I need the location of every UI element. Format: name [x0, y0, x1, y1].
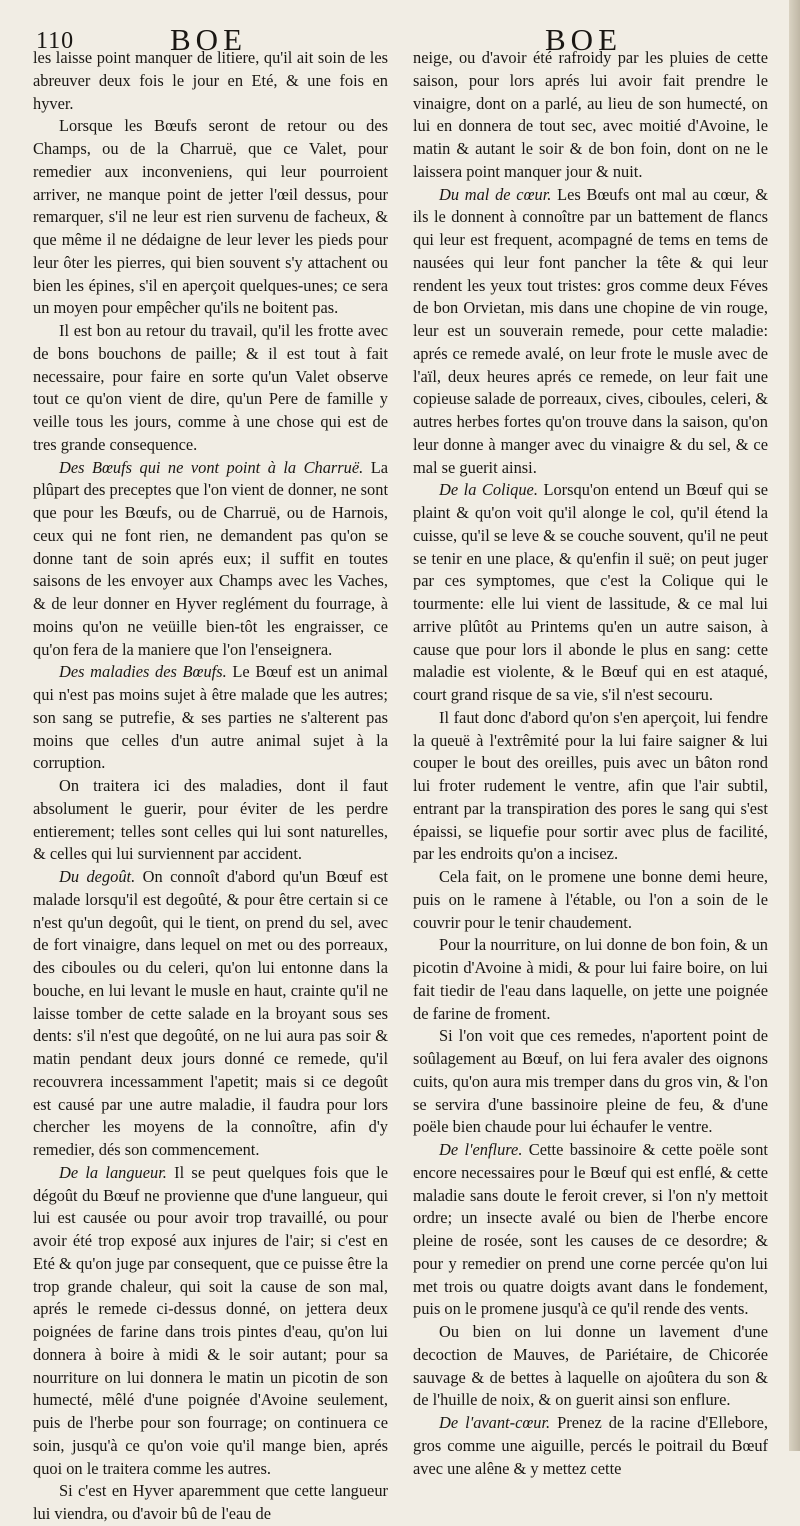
section-heading: Du mal de cœur. [439, 184, 552, 204]
paragraph-text: les laisse point manquer de litiere, qu'il ait soin de les abreuver deux fois le jour en Eté, & une fois en hyver. [33, 48, 388, 113]
section-heading: De l'enflure. [439, 1140, 523, 1159]
paragraph [33, 661, 388, 775]
paragraph-text: La plûpart des preceptes que l'on vient de donner, ne sont que pour les Bœufs, ou de Charruë, ou de Harnois, ceux qui ne font rien, ne demandent pas qu'on se donne tant de soin aprés eux; il suffit en toutes saisons de les envoyer aux Champs avec les Vaches, & de leur donner en Hyver reglément du fourrage, à moins qu'on ne veüille bien-tôt les engraisser, ce qu'on fera de la maniere que l'on l'enseignera. [33, 457, 388, 659]
paragraph [33, 115, 388, 320]
paragraph [413, 934, 768, 1025]
paragraph [413, 866, 768, 934]
paragraph [413, 707, 768, 866]
paragraph-text: Lorsque les Bœufs seront de retour ou des Champs, ou de la Charruë, que ce Valet, pour remedier aux inconveniens, qui leur pourroient arriver, ne manque point de jetter l'œil dessus, pour remarquer, s'il ne leur est rien survenu de facheux, & que même il ne dédaigne de leur lever les pieds pour leur ôter les pierres, qui bien souvent s'y attachent ou bien les épines, s'il en aperçoit quelques-unes; ce sera un moyen pour empêcher qu'ils ne boitent pas. [33, 116, 388, 318]
section-heading: Du degoût. [59, 867, 136, 886]
paragraph-text: Cela fait, on le promene une bonne demi heure, puis on le ramene à l'étable, ou l'on a soin de le couvrir pour le tenir chaudement. [413, 867, 768, 932]
left-column [33, 47, 388, 1526]
paragraph [33, 1162, 388, 1481]
paragraph-text: Cette bassinoire & cette poële sont encore necessaires pour le Bœuf qui est enflé, & cette maladie sans doute le feroit crever, si l'on n'y mettoit ordre; un insecte avalé ou bien de l'herbe encore pleine de rosée, sont les causes de ce desordre; & pour y remedier on prend une corne percée qu'on lui met trois ou quatre doigts avant dans le fondement, puis on le promene jusqu'à ce qu'il rende des vents. [413, 1140, 768, 1319]
section-heading: Des maladies des Bœufs. [59, 662, 227, 682]
paragraph [413, 47, 768, 184]
paragraph-text: Le Bœuf est un animal qui n'est pas moins sujet à être malade que les autres; son sang se putrefie, & ses parties ne s'alterent pas moins que celles d'un autre animal sujet à la corruption. [33, 662, 388, 773]
paragraph-text: On traitera ici des maladies, dont il faut absolument le guerir, pour éviter de les perdre entierement; telles sont celles qui lui sont naturelles, & celles qui lui surviennent par accident. [33, 776, 388, 864]
section-heading: Des Bœufs qui ne vont point à la Charruë. [59, 457, 364, 477]
paragraph [413, 479, 768, 707]
paragraph-text: Les Bœufs ont mal au cœur, & ils le donnent à connoître par un battement de flancs qui leur est frequent, acompagné de tems en tems de nausées qui leur font pancher la tête & qui leur rendent les yeux tout tristes: gros comme deux Féves de bon Orvietan, mis dans une chopine de vin rouge, leur est un souverain remede, pour cette maladie: aprés ce remede avalé, on leur frote le musle avec de l'aïl, deux heures aprés ce remede, on leur fait une copieuse salade de porreaux, cives, ciboules, celeri, & autres herbes fortes qu'on trouve dans la saison, qu'on leur donne à manger avec du vinaigre & du sel, & ce mal se guerit ainsi. [413, 184, 768, 477]
running-head-right: BOE [545, 22, 622, 57]
section-heading: De la Colique. [439, 480, 538, 500]
paragraph-text: Si l'on voit que ces remedes, n'aportent point de soûlagement au Bœuf, on lui fera avaler des oignons cuits, qu'on aura mis tremper dans du gros vin, & l'on se servira d'une bassinoire pleine de feu, & d'une poële bien chaude pour lui échaufer le ventre. [413, 1026, 768, 1137]
paragraph [413, 1139, 768, 1321]
paragraph [413, 1412, 768, 1480]
paragraph-text: Si c'est en Hyver aparemment que cette langueur lui viendra, ou d'avoir bû de l'eau de [33, 1481, 388, 1523]
paragraph [33, 775, 388, 866]
paragraph-text: Il est bon au retour du travail, qu'il les frotte avec de bons bouchons de paille; & il est tout à fait necessaire, pour faire en sorte qu'un Valet observe tout ce qu'on vient de dire, qu'un Pere de famille y veille tous les jours, comme à une chose qui est de tres grande consequence. [33, 321, 388, 454]
paragraph [33, 866, 388, 1162]
paragraph-text: Il se peut quelques fois que le dégoût du Bœuf ne provienne que d'une langueur, qui lui est causée ou pour avoir trop travaillé, ou pour avoir été trop exposé aux injures de l'air; si c'est en Eté & qu'on juge par consequent, que ce puisse être la trop grande chaleur, qui soit la cause de son mal, aprés le remede ci-dessus donné, on jettera deux poignées de farine dans trois pintes d'eau, qu'on lui donnera à boire à midi & le soir autant; pour sa nourriture on lui donnera le matin un picotin de son humecté, mêlé d'une poignée d'Avoine seulement, puis de l'herbe pour son fourrage; on continuera ce soin, jusqu'à ce qu'on voie qu'il mange bien, aprés quoi on le traitera comme les autres. [33, 1162, 388, 1478]
paragraph-text: neige, ou d'avoir été rafroidy par les pluies de cette saison, pour lors aprés lui avoir fait prendre le vinaigre, dont on a parlé, au lieu de son humecté, on lui en donnera de tout sec, avec moitié d'Avoine, le matin & autant le soir & de bon foin, dont on ne le laissera point manquer jour & nuit. [413, 48, 768, 181]
section-heading: De la langueur. [59, 1162, 167, 1182]
paragraph [413, 1025, 768, 1139]
paragraph [33, 1480, 388, 1526]
page-number: 110 [36, 28, 75, 54]
paragraph-text: Il faut donc d'abord qu'on s'en aperçoit, lui fendre la queuë à l'extrêmité pour la lui faire saigner & lui couper le bout des oreilles, puis avec un bâton rond lui froter rudement le ventre, afin que l'air subtil, entrant par la transpiration des pores le sang qui s'est épaissi, se liquefie pour sortir avec plus de facilité, par les endroits qu'on a incisez. [413, 707, 768, 864]
paragraph [33, 457, 388, 662]
paragraph-text: Lorsqu'on entend un Bœuf qui se plaint & qu'on voit qu'il alonge le col, qu'il étend la cuisse, qu'il se leve & se couche souvent, qu'il ne peut se tenir en une place, & qu'enfin il suë; on peut juger par ces symptomes, que c'est la Colique qui le tourmente: elle lui vient de lassitude, & ce mal lui arrive plûtôt au Printems qu'en un autre saison, à cause que pour lors il abonde le plus en sang: cette maladie est violente, & le Bœuf qui en est ataqué, court grand risque de sa vie, s'il n'est secouru. [413, 480, 768, 704]
page-edge [789, 0, 800, 1451]
paragraph [33, 320, 388, 457]
right-column [413, 47, 768, 1480]
paragraph [33, 47, 388, 115]
paragraph-text: Prenez de la racine d'Ellebore, gros comme une aiguille, percés le poitrail du Bœuf avec une alêne & y mettez cette [413, 1413, 768, 1478]
paragraph-text: Pour la nourriture, on lui donne de bon foin, & un picotin d'Avoine à midi, & pour lui faire boire, on lui fait tiedir de l'eau dans laquelle, on jette une poignée de farine de froment. [413, 935, 768, 1023]
section-heading: De l'avant-cœur. [439, 1413, 551, 1432]
paragraph [413, 1321, 768, 1412]
running-head-left: BOE [170, 22, 247, 57]
paragraph [413, 184, 768, 480]
paragraph-text: On connoît d'abord qu'un Bœuf est malade lorsqu'il est degoûté, & pour être certain si ce n'est qu'un degoût, qui le tient, on prend du sel, avec de fort vinaigre, dans lequel on met ou des porreaux, des ciboules ou du celeri, qu'on lui entonne dans la bouche, en lui levant le musle en haut, crainte qu'il ne laisse tomber de cette salade en la broyant sous ses dents: s'il n'est que degoûté, on ne lui aura pas soir & matin pendant deux jours donné ce remede, qu'il recouvrera incessamment l'apetit; mais si ce degoût est causé par une autre maladie, il faudra pour lors chercher les moyens de la connoître, afin d'y remedier, dés son commencement. [33, 867, 388, 1159]
paragraph-text: Ou bien on lui donne un lavement d'une decoction de Mauves, de Pariétaire, de Chicorée sauvage & de bettes à laquelle on ajoûtera du son & de l'huille de noix, & on guerit ainsi son enflure. [413, 1322, 768, 1410]
